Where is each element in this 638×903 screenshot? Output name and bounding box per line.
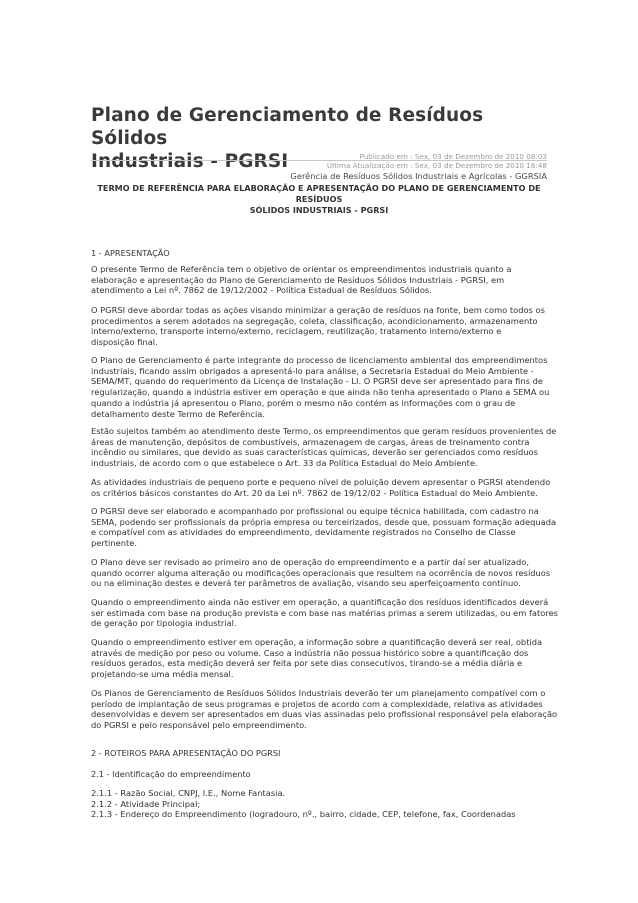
updated-date: Última Atualização em : Sex, 03 de Dezembro de 2010 16:48	[326, 161, 547, 170]
subsection-heading-identificacao: 2.1 - Identificação do empreendimento	[91, 769, 251, 779]
identification-items: 2.1.1 - Razão Social, CNPJ, I.E., Nome Fantasia. 2.1.2 - Atividade Principal; 2.1.3 - Endereço do Empreendimento (logradouro, nº., bairro, cidade, CEP, telefone, fax, Coordenadas	[91, 788, 516, 820]
department-name: Gerência de Resíduos Sólidos Industriais e Agrícolas - GGRSIA	[290, 171, 547, 181]
paragraph: O presente Termo de Referência tem o objetivo de orientar os empreendimentos industriais quanto a elaboração e apresentação do Plano de Gerenciamento de Resíduos Sólidos Industriais - PGRSI, em atendimento a Lei nº. 7862 de 19/12/2002 - Política Estadual de Resíduos Sólidos.	[91, 264, 512, 296]
paragraph: O PGRSI deve abordar todas as ações visando minimizar a geração de resíduos na fonte, bem como todos os procedimentos a serem adotados na segregação, coleta, classificação, acondicionamento, armazenamento interno/externo, transporte interno/externo, reciclagem, reutilização, tratamento interno/externo e disposição final.	[91, 305, 545, 348]
paragraph: O Plano de Gerenciamento é parte integrante do processo de licenciamento ambiental dos empreendimentos industriais, ficando assim obrigados a apresentá-lo para análise, a Secretaria Estadual do Meio Ambiente - SEMA/MT, quando do requerimento da Licença de Instalação - LI. O PGRSI deve ser apresentado para fins de regularização, quando a indústria estiver em operação e que ainda não tenha apresentado o Plano a SEMA ou quando a indústria já apresentou o Plano, porém o mesmo não contém as informações com o grau de detalhamento deste Termo de Referência.	[91, 355, 550, 419]
section-heading-roteiros: 2 - ROTEIROS PARA APRESENTAÇÃO DO PGRSI	[91, 748, 281, 758]
document-title: Plano de Gerenciamento de Resíduos Sólidos Industriais - PGRSI	[91, 105, 484, 172]
paragraph: Quando o empreendimento ainda não estiver em operação, a quantificação dos resíduos identificados deverá ser estimada com base na produção prevista e com base nas matérias primas a serem utilizadas, ou em fatores de geração por tipologia industrial.	[91, 597, 558, 629]
published-date: Publicado em : Sex, 03 de Dezembro de 2010 08:03	[359, 152, 547, 161]
paragraph: O PGRSI deve ser elaborado e acompanhado por profissional ou equipe técnica habilitada, com cadastro na SEMA, podendo ser profissionais da própria empresa ou terceirizados, desde que, possuam formação adequada e compatível com as atividades do empreendimento, devidamente registrados no Conselho de Classe pertinente.	[91, 506, 557, 549]
paragraph: Estão sujeitos também ao atendimento deste Termo, os empreendimentos que geram resíduos provenientes de áreas de manutenção, depósitos de combustíveis, armazenagem de cargas, áreas de treinamento contra incêndio ou similares, que devido as suas características químicas, deverão ser gerenciados como resíduos industriais, de acordo com o que estabelece o Art. 33 da Política Estadual do Meio Ambiente.	[91, 426, 557, 469]
term-heading: TERMO DE REFERÊNCIA PARA ELABORAÇÃO E APRESENTAÇÃO DO PLANO DE GERENCIAMENTO DE RESÍDUOS SÓLIDOS INDUSTRIAIS - PGRSI	[97, 183, 541, 215]
section-heading-presentation: 1 - APRESENTAÇÃO	[91, 248, 170, 258]
paragraph: Os Planos de Gerenciamento de Resíduos Sólidos Industriais deverão ter um planejamento compatível com o período de implantação de seus programas e projetos de acordo com a complexidade, relativa as atividades desenvolvidas e devem ser apresentados em duas vias assinadas pelo profissional responsável pela elaboração do PGRSI e pelo responsável pelo empreendimento.	[91, 688, 558, 731]
paragraph: As atividades industriais de pequeno porte e pequeno nível de poluição devem apresentar o PGRSI atendendo os critérios básicos constantes do Art. 20 da Lei nº. 7862 de 19/12/02 - Política Estadual do Meio Ambiente.	[91, 477, 551, 498]
paragraph: Quando o empreendimento estiver em operação, a informação sobre a quantificação deverá ser real, obtida através de medição por peso ou volume. Caso a indústria não possua histórico sobre a quantificação dos resíduos gerados, esta medição deverá ser feita por sete dias consecutivos, tirando-se a média diária e projetando-se uma média mensal.	[91, 637, 543, 680]
paragraph: O Plano deve ser revisado ao primeiro ano de operação do empreendimento e a partir daí ser atualizado, quando ocorrer alguma alteração ou modificações operacionais que resultem na ocorrência de novos resíduos ou na eliminação destes e deverá ter parâmetros de avaliação, visando seu aperfeiçoamento contínuo.	[91, 557, 551, 589]
